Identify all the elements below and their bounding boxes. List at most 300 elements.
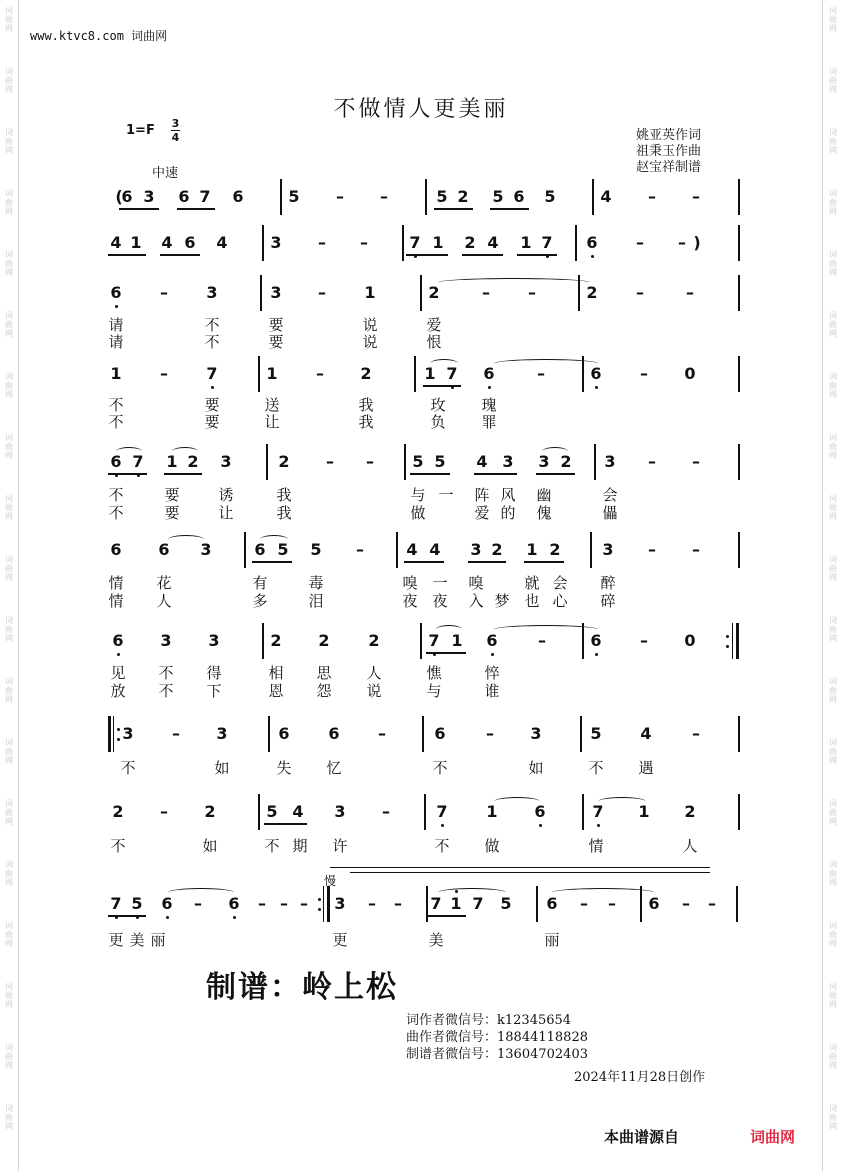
lyric: 多 [252,592,268,610]
lyric: 碎 [600,592,616,610]
watermark-group [826,860,840,887]
watermark-char: 网 [829,329,837,338]
beam-underline [108,254,146,256]
note: 2 [549,540,561,559]
note: 5 [492,187,504,206]
note: 3 [200,540,212,559]
lyric: 毒 [308,574,324,592]
barline [590,532,592,568]
lyric: 会 [602,486,618,504]
note: 7 [424,631,444,651]
watermark-char: 曲 [5,76,13,85]
lyric: 不 [204,316,220,334]
note: – [300,894,308,913]
creation-date: 2024年11月28日创作 [574,1070,706,1085]
note: 1 [266,364,278,383]
note: 6 [108,631,128,651]
note: – [318,233,326,252]
watermark-char: 曲 [829,76,837,85]
lyric: 不 [264,837,280,855]
note: – [538,631,546,650]
watermark-char: 词 [5,1043,13,1052]
note: 2 [586,283,598,302]
barline [425,179,427,215]
lyric: 美 [428,931,444,949]
watermark-char: 曲 [5,808,13,817]
tie-slur [260,535,288,544]
note: 6 [586,364,606,384]
note: 4 [110,233,122,252]
watermark-char: 词 [5,982,13,991]
watermark-char: 网 [5,146,13,155]
watermark-char: 曲 [5,137,13,146]
final-barline [738,356,740,392]
note: 6 [106,283,126,303]
watermark-char: 词 [5,372,13,381]
watermark-group [2,982,16,1009]
lyric: 情 [588,837,604,855]
note: 6 [278,724,290,743]
note: 6 [121,187,133,206]
note: 3 [604,452,616,471]
slow-line [350,872,710,873]
lyric: 丽 [544,931,560,949]
watermark-char: 曲 [5,259,13,268]
watermark-char: 词 [829,738,837,747]
watermark-char: 词 [829,677,837,686]
watermark-char: 网 [829,390,837,399]
lyric: 我 [358,396,374,414]
tie-slur [430,359,458,368]
lyric: 做 [410,504,426,522]
watermark-char: 词 [5,311,13,320]
time-signature-bottom: 4 [171,131,180,144]
tie-slur [116,447,142,456]
beam-underline [426,652,466,654]
beam-underline [468,561,506,563]
watermark-group [826,1043,840,1070]
note: 1 [432,233,444,252]
lyric: 夜 [432,592,448,610]
note: 7 [432,802,452,822]
lyric: 不 [158,664,174,682]
lyric: 我 [276,504,292,522]
note: 7 [472,894,484,913]
repeat-dot [726,635,729,638]
note: 7 [442,364,462,384]
barline [258,794,260,830]
note: 1 [451,631,463,650]
watermark-char: 网 [5,329,13,338]
note: 4 [406,540,418,559]
lyric: 不 [108,413,124,431]
note: 6 [513,187,525,206]
note: 4 [429,540,441,559]
beam-underline [404,561,444,563]
barline [258,356,260,392]
lyric: 失 [276,759,292,777]
watermark-char: 曲 [5,198,13,207]
note: – [648,540,656,559]
watermark-char: 曲 [829,1052,837,1061]
beam-underline [474,473,517,475]
lyric: 悴 [484,664,500,682]
repeat-dot [318,908,321,911]
lyric: 忆 [326,759,342,777]
barline [262,225,264,261]
note: 1 [110,364,122,383]
beam-underline [406,254,448,256]
watermark-char: 曲 [829,442,837,451]
watermark-char: 词 [5,616,13,625]
note: 3 [334,802,346,821]
signature: 制谱：岭上松 [206,970,398,1005]
lyric: 让 [264,413,280,431]
lyric: 期 [292,837,308,855]
watermark-char: 网 [829,939,837,948]
lyric: 不 [110,837,126,855]
final-barline [736,886,738,922]
tempo-marking: 中速 [152,166,179,181]
watermark-char: 词 [5,67,13,76]
watermark-char: 网 [5,268,13,277]
tie-slur [494,359,598,368]
lyric: 不 [588,759,604,777]
lyric: 说 [362,333,378,351]
watermark-group [2,555,16,582]
note: 2 [270,631,282,650]
watermark-char: 网 [5,451,13,460]
lyric: 见 [110,664,126,682]
watermark-char: 网 [829,634,837,643]
note: 2 [187,452,199,471]
note: 5 [277,540,289,559]
watermark-char: 曲 [829,381,837,390]
key-signature: 1=F [126,123,155,138]
barline [420,623,422,659]
note: ( [115,187,123,206]
note: – [368,894,376,913]
watermark-group [2,860,16,887]
lyric: 美 [129,931,145,949]
slow-marking: 慢 [324,874,337,888]
watermark-group [2,67,16,94]
watermark-char: 曲 [829,625,837,634]
note: – [380,187,388,206]
watermark-group [2,372,16,399]
note: 2 [428,283,440,302]
note: 2 [491,540,503,559]
watermark-char: 词 [829,6,837,15]
barline [594,444,596,480]
lyric: 儡 [602,504,618,522]
note: ) [693,233,701,252]
watermark-group [2,250,16,277]
watermark-char: 词 [5,799,13,808]
note: – [382,802,390,821]
note: – [378,724,386,743]
lyric: 谁 [484,682,500,700]
watermark-char: 网 [5,634,13,643]
lyric: 不 [120,759,136,777]
final-barline [738,532,740,568]
watermark-char: 网 [5,573,13,582]
note: 4 [216,233,228,252]
note: 5 [288,187,300,206]
note: 3 [143,187,155,206]
lyric: 要 [204,396,220,414]
source-brand: 词曲网 [750,1128,796,1146]
repeat-dot [117,738,120,741]
note: 5 [266,802,278,821]
lyric: 瑰 [481,396,497,414]
barline [424,794,426,830]
lyric: 如 [202,837,218,855]
note: 5 [590,724,602,743]
note: – [640,364,648,383]
watermark-char: 词 [5,921,13,930]
repeat-barline-thin [323,886,324,922]
watermark-group [2,189,16,216]
note: 6 [582,233,602,253]
note: 7 [405,233,425,253]
watermark-group [826,67,840,94]
watermark-char: 网 [5,1122,13,1131]
barline [402,225,404,261]
watermark-char: 曲 [829,1113,837,1122]
watermark-char: 曲 [829,747,837,756]
note: 5 [127,894,147,914]
lyric: 送 [264,396,280,414]
note: 7 [202,364,222,384]
watermark-char: 词 [829,433,837,442]
final-barline [738,716,740,752]
lyric: 人 [682,837,698,855]
lyric: 人 [156,592,172,610]
barline [262,623,264,659]
watermark-group [2,311,16,338]
note: – [648,187,656,206]
lyric: 我 [276,486,292,504]
watermark-char: 词 [5,128,13,137]
lyric: 思 [316,664,332,682]
barline [420,275,422,311]
watermark-char: 网 [829,512,837,521]
lyric: 也 [524,592,540,610]
note: – [366,452,374,471]
note: 3 [216,724,228,743]
beam-underline [264,823,307,825]
lyric: 会 [552,574,568,592]
slow-line [330,867,710,868]
note: 4 [640,724,652,743]
watermark-char: 词 [829,1104,837,1113]
lyric: 与 [410,486,426,504]
lyric: 夜 [402,592,418,610]
lyricist-wechat: 词作者微信号：k12345654 [406,1013,572,1028]
lyric: 罪 [481,413,497,431]
note: – [482,283,490,302]
watermark-char: 网 [5,878,13,887]
watermark-char: 网 [829,451,837,460]
note: 1 [424,364,436,383]
note: – [336,187,344,206]
lyric: 梦 [494,592,510,610]
lyric: 玫 [430,396,446,414]
note: 2 [684,802,696,821]
lyric: 遇 [638,759,654,777]
lyric: 阵 [474,486,490,504]
watermark-group [2,1104,16,1131]
note: 4 [161,233,173,252]
watermark-group [2,1043,16,1070]
note: – [682,894,690,913]
note: 6 [482,631,502,651]
tie-slur [172,447,198,456]
beam-underline [490,208,529,210]
note: 3 [122,724,134,743]
tie-slur [436,625,462,634]
watermark-char: 曲 [5,625,13,634]
note: 7 [430,894,442,913]
lyric: 相 [268,664,284,682]
transcriber-wechat: 制谱者微信号：13604702403 [406,1047,588,1062]
lyric: 我 [358,413,374,431]
tie-slur [168,535,204,544]
watermark-char: 曲 [5,503,13,512]
lyric: 请 [108,316,124,334]
watermark-char: 网 [829,573,837,582]
barline [280,179,282,215]
note: 3 [470,540,482,559]
watermark-char: 词 [829,921,837,930]
watermark-char: 网 [829,878,837,887]
final-barline [738,225,740,261]
note: 3 [270,233,282,252]
watermark-group [826,433,840,460]
tie-slur [552,888,654,897]
watermark-group [826,1104,840,1131]
lyric: 的 [500,504,516,522]
final-barline [738,444,740,480]
note: 7 [199,187,211,206]
note: 6 [479,364,499,384]
note: 5 [434,452,446,471]
watermark-group [2,799,16,826]
beam-underline [524,561,564,563]
watermark-char: 曲 [5,991,13,1000]
watermark-char: 网 [5,939,13,948]
note: 6 [586,631,606,651]
lyric: 入 [468,592,484,610]
watermark-group [826,738,840,765]
note: 7 [106,894,126,914]
beam-underline [252,561,292,563]
watermark-char: 网 [829,1122,837,1131]
watermark-char: 网 [5,695,13,704]
note: 1 [520,233,532,252]
note: – [394,894,402,913]
watermark-char: 曲 [5,442,13,451]
lyric: 更 [332,931,348,949]
note: 3 [208,631,220,650]
watermark-char: 词 [829,128,837,137]
note: – [708,894,716,913]
barline [266,444,268,480]
watermark-group [826,494,840,521]
lyric: 风 [500,486,516,504]
note: 6 [158,540,170,559]
note: 3 [538,452,550,471]
watermark-char: 网 [829,146,837,155]
repeat-dot [726,645,729,648]
beam-underline [434,208,473,210]
watermark-char: 网 [829,207,837,216]
final-barline [738,794,740,830]
lyric: 爱 [474,504,490,522]
beam-underline [160,254,200,256]
contact-info [406,1012,588,1063]
lyric: 人 [366,664,382,682]
lyric: 请 [108,333,124,351]
note: 3 [530,724,542,743]
lyric: 不 [108,396,124,414]
lyric: 恩 [268,682,284,700]
barline [592,179,594,215]
watermark-char: 网 [5,817,13,826]
watermark-char: 曲 [5,564,13,573]
watermark-char: 词 [5,1104,13,1113]
source-label: 本曲谱源自 [604,1128,680,1146]
note: 0 [684,364,696,383]
barline [404,444,406,480]
note: 6 [232,187,244,206]
note: – [528,283,536,302]
note: 6 [530,802,550,822]
lyric: 嗅 [402,574,418,592]
transcriber-credit: 赵宝祥制谱 [636,160,702,175]
barline [414,356,416,392]
website-header: www.ktvc8.com 词曲网 [30,29,168,43]
watermark-char: 曲 [829,15,837,24]
lyric: 憔 [426,664,442,682]
note: 6 [224,894,244,914]
note: 7 [588,802,608,822]
beam-underline [164,473,202,475]
note: 2 [464,233,476,252]
watermark-char: 曲 [829,198,837,207]
watermark-char: 词 [5,494,13,503]
lyric: 一 [438,486,454,504]
watermark-char: 网 [5,24,13,33]
beam-underline [536,473,575,475]
note: 1 [638,802,650,821]
repeat-start-thin [113,716,114,752]
lyric: 说 [362,316,378,334]
watermark-group [2,677,16,704]
note: 2 [360,364,372,383]
repeat-dot [117,728,120,731]
watermark-char: 词 [829,860,837,869]
lyric: 一 [432,574,448,592]
side-watermark-right [826,0,840,1171]
watermark-group [826,311,840,338]
lyric: 下 [206,682,222,700]
lyric: 泪 [308,592,324,610]
repeat-barline-thin [732,623,733,659]
note: – [636,233,644,252]
note: 6 [434,724,446,743]
